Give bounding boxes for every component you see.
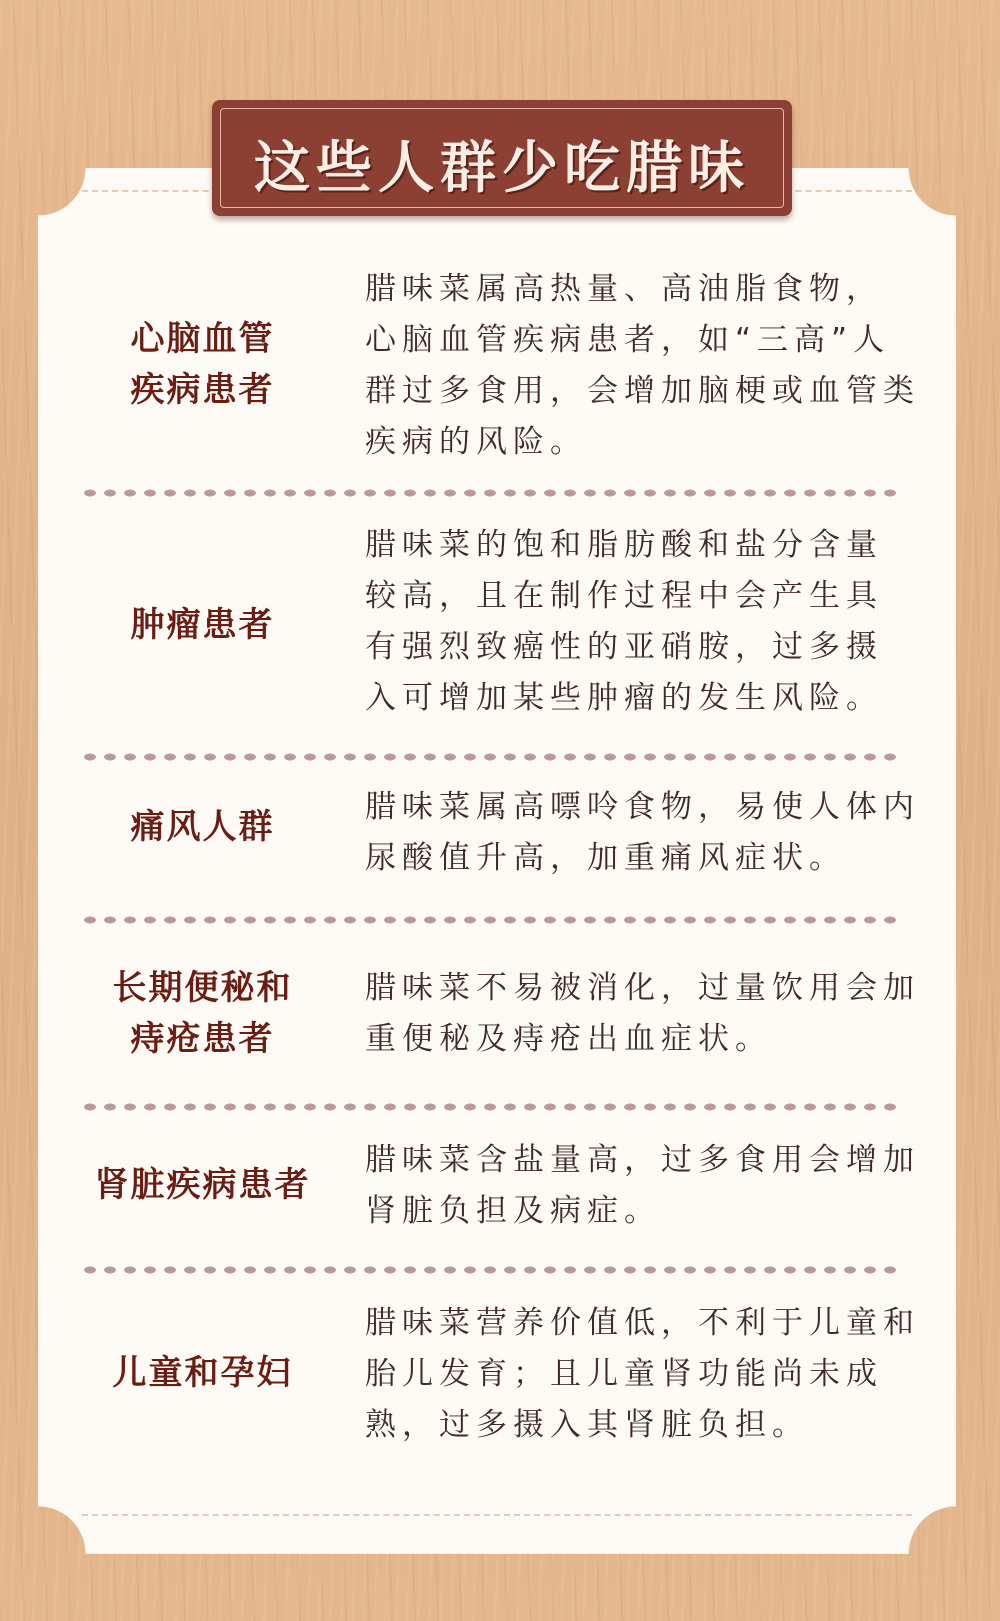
group-label-line: 痔疮患者 <box>130 1019 275 1059</box>
desc-line: 疾病的风险。 <box>365 424 587 460</box>
desc-line: 腊味菜营养价值低，不利于儿童和 <box>365 1305 920 1341</box>
group-label <box>70 1348 335 1399</box>
card-bottom-dashed-border <box>82 1514 912 1516</box>
desc-line: 腊味菜属高嘌呤食物，易使人体内 <box>365 789 920 825</box>
title-banner <box>212 100 792 216</box>
desc-line: 腊味菜不易被消化，过量饮用会加 <box>365 970 920 1006</box>
desc-line: 群过多食用，会增加脑梗或血管类 <box>365 373 920 409</box>
page-title: 这些人群少吃腊味 <box>254 136 750 201</box>
divider <box>80 1102 900 1112</box>
group-description <box>365 520 945 724</box>
desc-line: 较高，且在制作过程中会产生具 <box>365 578 883 614</box>
group-label <box>70 314 335 416</box>
divider <box>80 488 900 498</box>
group-label <box>70 802 335 853</box>
desc-line: 重便秘及痔疮出血症状。 <box>365 1021 772 1057</box>
group-label-line: 痛风人群 <box>130 807 275 847</box>
divider <box>80 1265 900 1275</box>
group-description <box>365 1298 945 1451</box>
divider <box>80 752 900 762</box>
group-label-line: 肾脏疾病患者 <box>94 1165 311 1205</box>
group-label-line: 疾病患者 <box>130 370 275 410</box>
desc-line: 腊味菜的饱和脂肪酸和盐分含量 <box>365 527 883 563</box>
group-label-line: 儿童和孕妇 <box>112 1353 293 1393</box>
divider <box>80 915 900 925</box>
desc-line: 胎儿发育；且儿童肾功能尚未成 <box>365 1356 883 1392</box>
group-description <box>365 782 945 884</box>
desc-line: 肾脏负担及病症。 <box>365 1193 661 1229</box>
group-label-line: 肿瘤患者 <box>130 605 275 645</box>
group-label <box>70 1160 335 1211</box>
group-label <box>70 600 335 651</box>
desc-line: 有强烈致癌性的亚硝胺，过多摄 <box>365 629 883 665</box>
group-description <box>365 1135 945 1237</box>
group-label <box>70 963 335 1065</box>
group-label-line: 长期便秘和 <box>112 968 293 1008</box>
group-label-line: 心脑血管 <box>130 319 275 359</box>
group-description <box>365 963 945 1065</box>
group-description <box>365 264 945 468</box>
desc-line: 腊味菜含盐量高，过多食用会增加 <box>365 1142 920 1178</box>
desc-line: 尿酸值升高，加重痛风症状。 <box>365 840 846 876</box>
desc-line: 心脑血管疾病患者，如“三高”人 <box>365 322 891 358</box>
desc-line: 入可增加某些肿瘤的发生风险。 <box>365 680 883 716</box>
desc-line: 腊味菜属高热量、高油脂食物， <box>365 271 883 307</box>
desc-line: 熟，过多摄入其肾脏负担。 <box>365 1407 809 1443</box>
